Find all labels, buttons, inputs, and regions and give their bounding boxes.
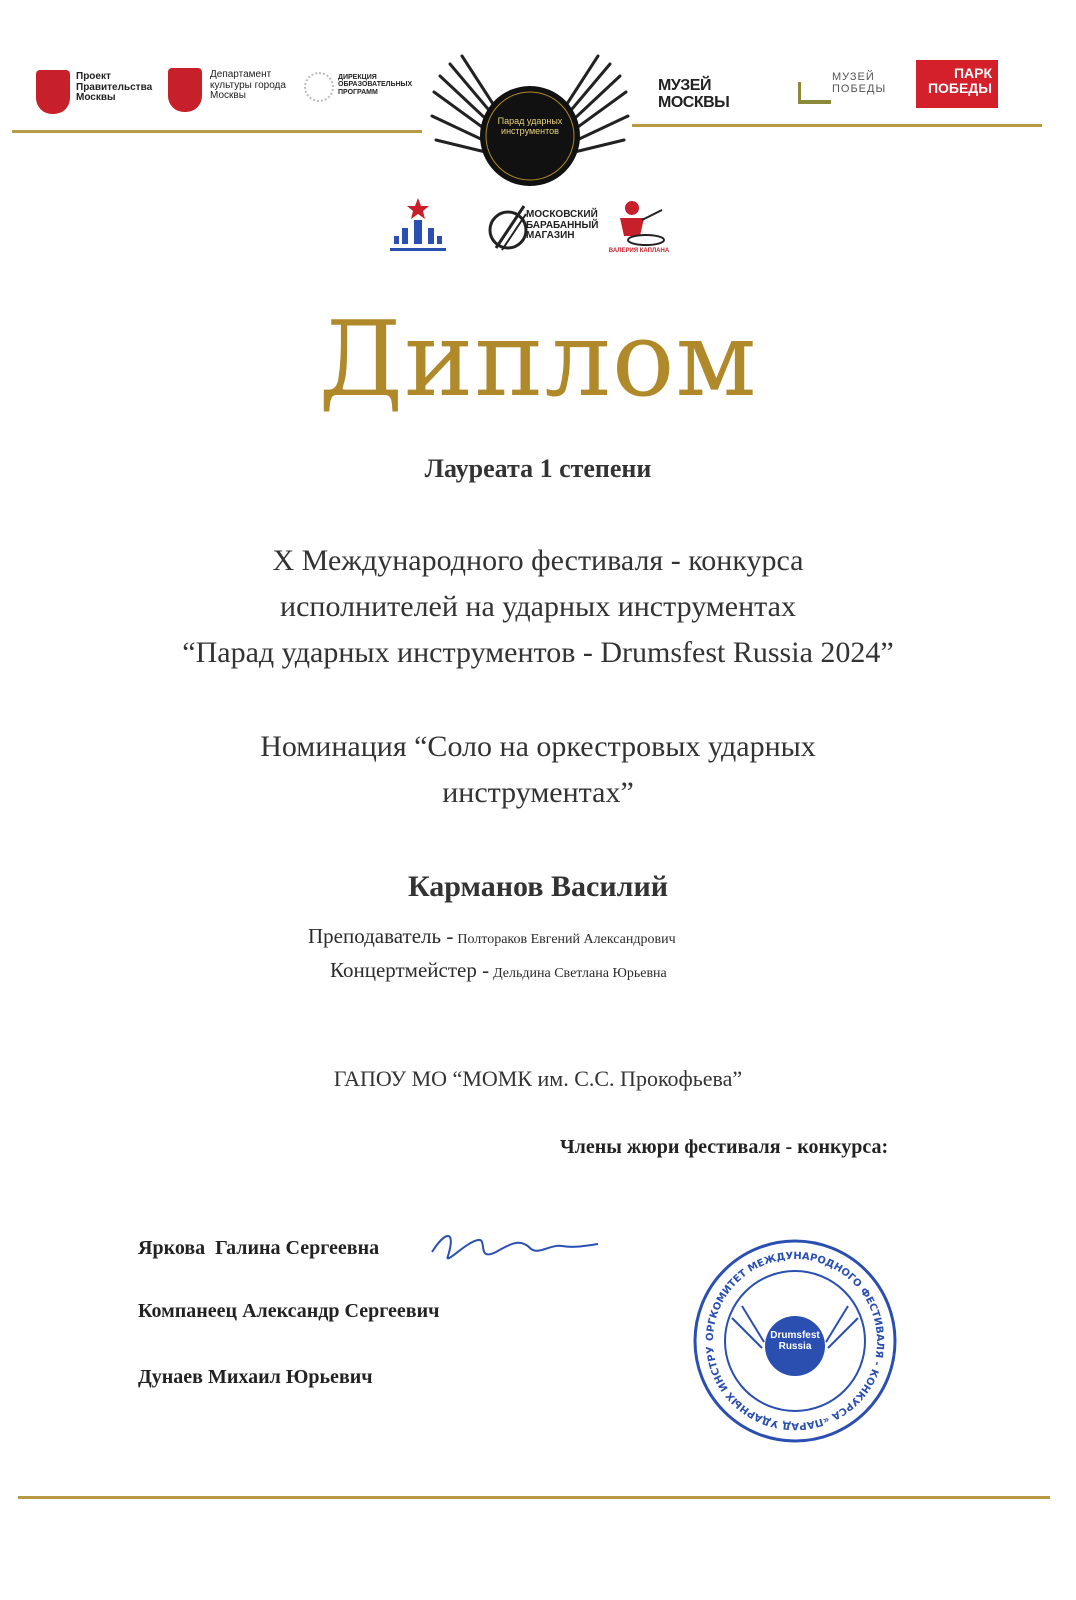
nomination-line-2: инструментах” [442, 776, 634, 809]
festival-line-3: “Парад ударных инструментов - Drumsfest Russia 2024” [182, 636, 894, 669]
logo-museum-victory: МУЗЕЙ ПОБЕДЫ [798, 72, 884, 102]
jury-member-2: Компанеец Александр Сергеевич [138, 1300, 440, 1322]
header-divider-right [632, 124, 1042, 127]
jury-member-3: Дунаев Михаил Юрьевич [138, 1366, 373, 1388]
footer-divider [18, 1496, 1050, 1499]
signature-icon [426, 1222, 602, 1270]
degree-label: Лауреата 1 степени [424, 454, 652, 483]
stamp-ring-text: ОРГКОМИТЕТ МЕЖДУНАРОДНОГО ФЕСТИВАЛЯ - КОНКУРСА «ПАРАД УДАРНЫХ ИНСТРУ [704, 1250, 886, 1432]
teacher-label: Преподаватель - [308, 924, 454, 948]
star-building-icon [388, 196, 448, 260]
drummer-figure-icon [606, 198, 672, 246]
logo-directorate: ДИРЕКЦИЯ ОБРАЗОВАТЕЛЬНЫХ ПРОГРАММ [304, 70, 416, 106]
logo-star-stripes [388, 196, 448, 260]
festival-line-2: исполнителей на ударных инструментах [280, 590, 796, 623]
festival-line-1: X Международного фестиваля - конкурса [272, 544, 804, 577]
accompanist-label: Концертмейстер - [330, 958, 490, 982]
coat-of-arms-icon [36, 70, 70, 114]
teacher-name: Полторaков Евгений Александрович [457, 932, 676, 947]
logo-drum-shop: МОСКОВСКИЙ БАРАБАННЫЙ МАГАЗИН [486, 200, 590, 256]
center-badge-logo: Парад ударных инструментов [428, 52, 632, 196]
stamp-center-text: Drumsfest Russia [770, 1330, 820, 1352]
institution: ГАПОУ МО “МОМК им. С.С. Прокофьева” [333, 1066, 743, 1091]
drum-shop-icon [486, 200, 530, 256]
diploma-title: Диплом [318, 298, 758, 420]
coat-of-arms-icon [168, 68, 202, 112]
logo-valeria: ВАЛЕРИЯ КАПЛАНА [606, 198, 672, 260]
teacher-line [308, 924, 828, 949]
official-stamp [692, 1238, 898, 1444]
logo-park-victory: ПАРК ПОБЕДЫ [916, 60, 998, 108]
nomination-line-1: Номинация “Соло на оркестровых ударных [260, 730, 816, 763]
jury-heading: Члены жюри фестиваля - конкурса: [560, 1136, 889, 1158]
logo-moscow-government: Проект Правительства Москвы [36, 70, 158, 116]
laureate-name: Карманов Василий [407, 870, 669, 903]
jury-member-1: Яркова Галина Сергеевна [138, 1237, 380, 1259]
museum-victory-icon [798, 82, 831, 104]
logo-culture-department: Департамент культуры города Москвы [168, 68, 288, 114]
logo-museum-moscow: МУЗЕЙ МОСКВЫ [658, 77, 730, 111]
header-divider-left [12, 130, 422, 133]
accompanist-line [330, 958, 850, 983]
circle-logo-icon [304, 72, 334, 102]
accompanist-name: Дельдина Светлана Юрьевна [493, 966, 667, 981]
